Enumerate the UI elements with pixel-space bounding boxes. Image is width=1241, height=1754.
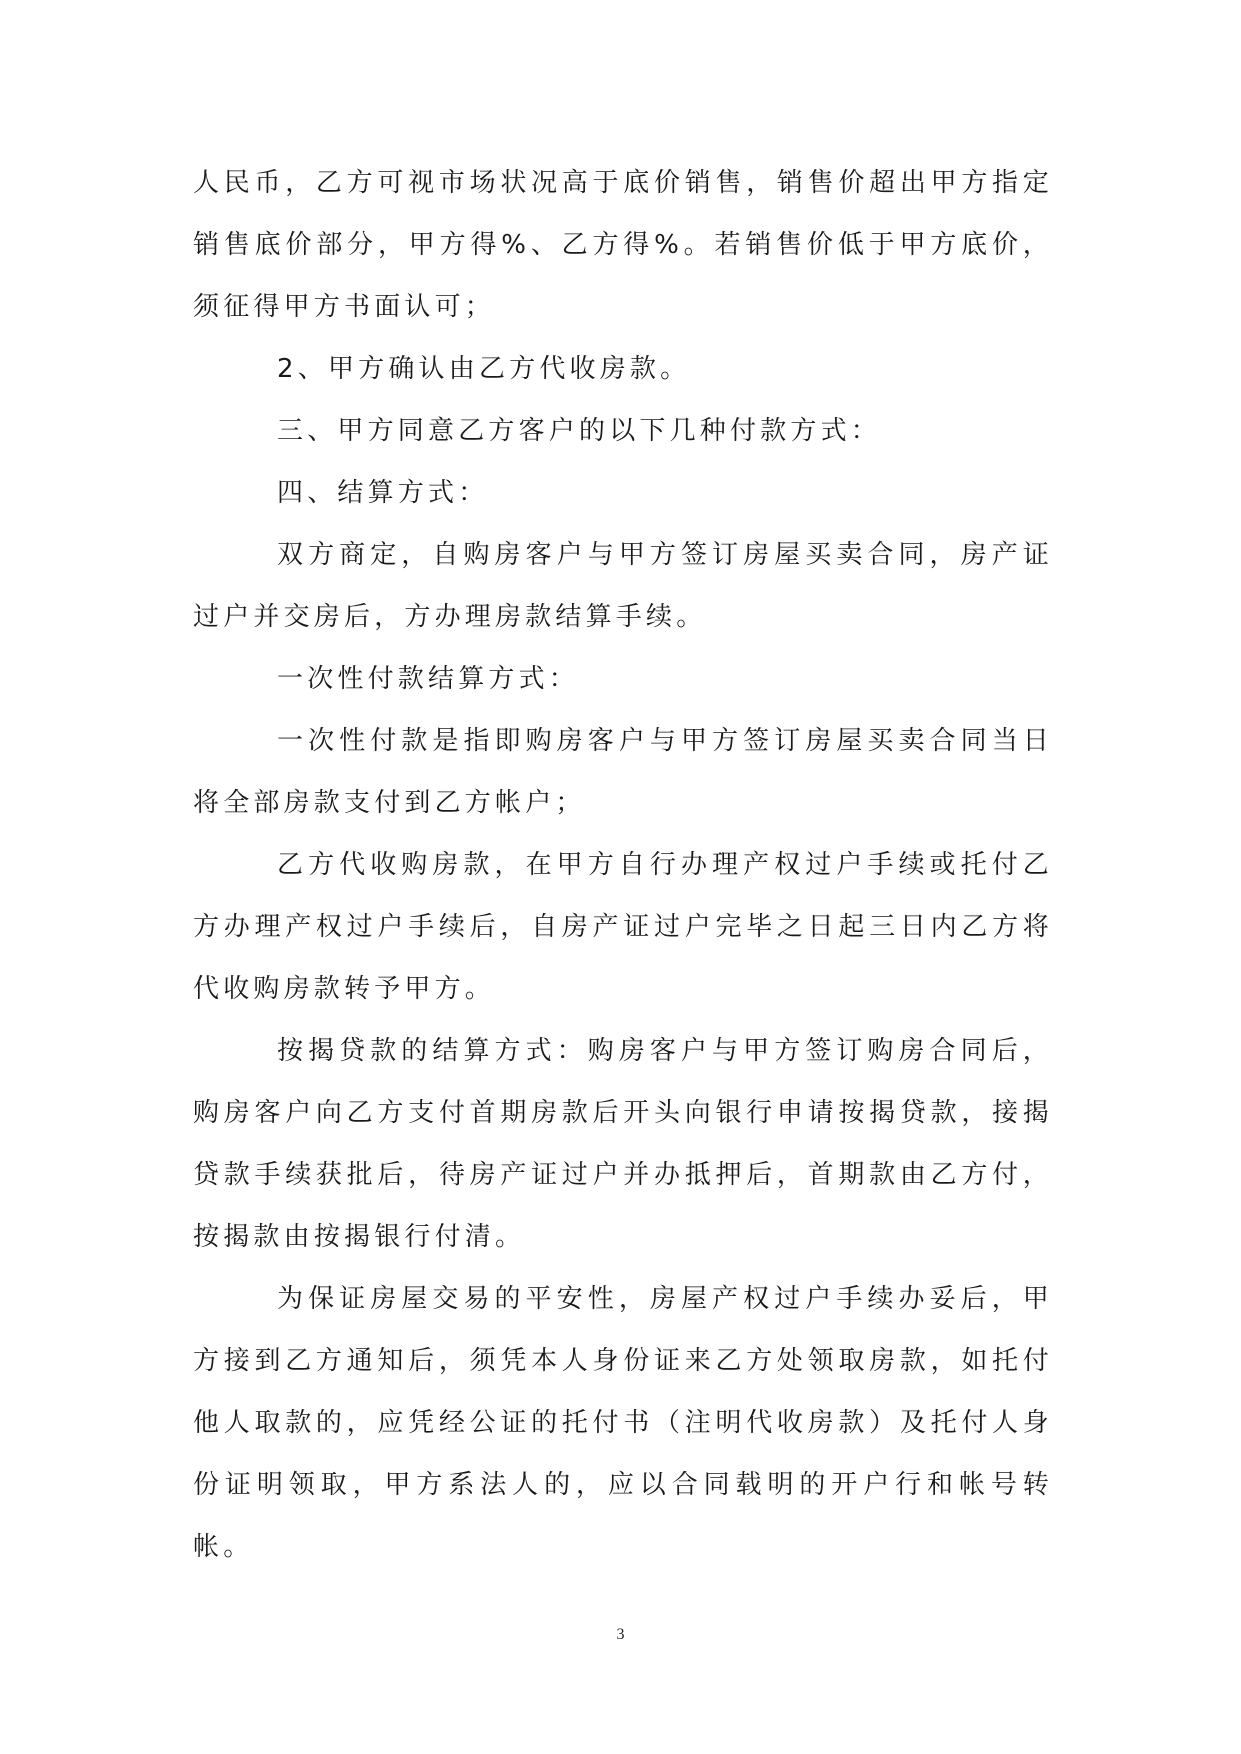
- paragraph-safety-terms: 为保证房屋交易的平安性，房屋产权过户手续办妥后，甲方接到乙方通知后，须凭本人身份证来乙方处领取房款，如托付他人取款的，应凭经公证的托付书（注明代收房款）及托付人身份证明领取，甲方系法人的，应以合同载明的开户行和帐号转帐。: [193, 1284, 1053, 1562]
- paragraph-settlement-heading: 四、结算方式：: [277, 478, 489, 508]
- document-body: [193, 152, 1053, 1578]
- paragraph-settlement-agreement: 双方商定，自购房客户与甲方签订房屋买卖合同，房产证过户并交房后，方办理房款结算手续。: [193, 540, 1053, 632]
- paragraph-collect-payment: 2、甲方确认由乙方代收房款。: [277, 354, 691, 384]
- paragraph-payment-methods-heading: 三、甲方同意乙方客户的以下几种付款方式：: [277, 416, 882, 446]
- paragraph-price-terms: 人民币，乙方可视市场状况高于底价销售，销售价超出甲方指定销售底价部分，甲方得%、乙方得%。若销售价低于甲方底价，须征得甲方书面认可；: [193, 168, 1053, 322]
- paragraph-lump-sum-heading: 一次性付款结算方式：: [277, 664, 580, 694]
- page-number: 3: [616, 1626, 625, 1643]
- paragraph-mortgage-settlement: 按揭贷款的结算方式：购房客户与甲方签订购房合同后，购房客户向乙方支付首期房款后开头向银行申请按揭贷款，接揭贷款手续获批后，待房产证过户并办抵押后，首期款由乙方付，按揭款由按揭银行付清。: [193, 1036, 1053, 1252]
- paragraph-collection-transfer: 乙方代收购房款，在甲方自行办理产权过户手续或托付乙方办理产权过户手续后，自房产证过户完毕之日起三日内乙方将代收购房款转予甲方。: [193, 850, 1053, 1004]
- paragraph-lump-sum-definition: 一次性付款是指即购房客户与甲方签订房屋买卖合同当日将全部房款支付到乙方帐户；: [193, 726, 1053, 818]
